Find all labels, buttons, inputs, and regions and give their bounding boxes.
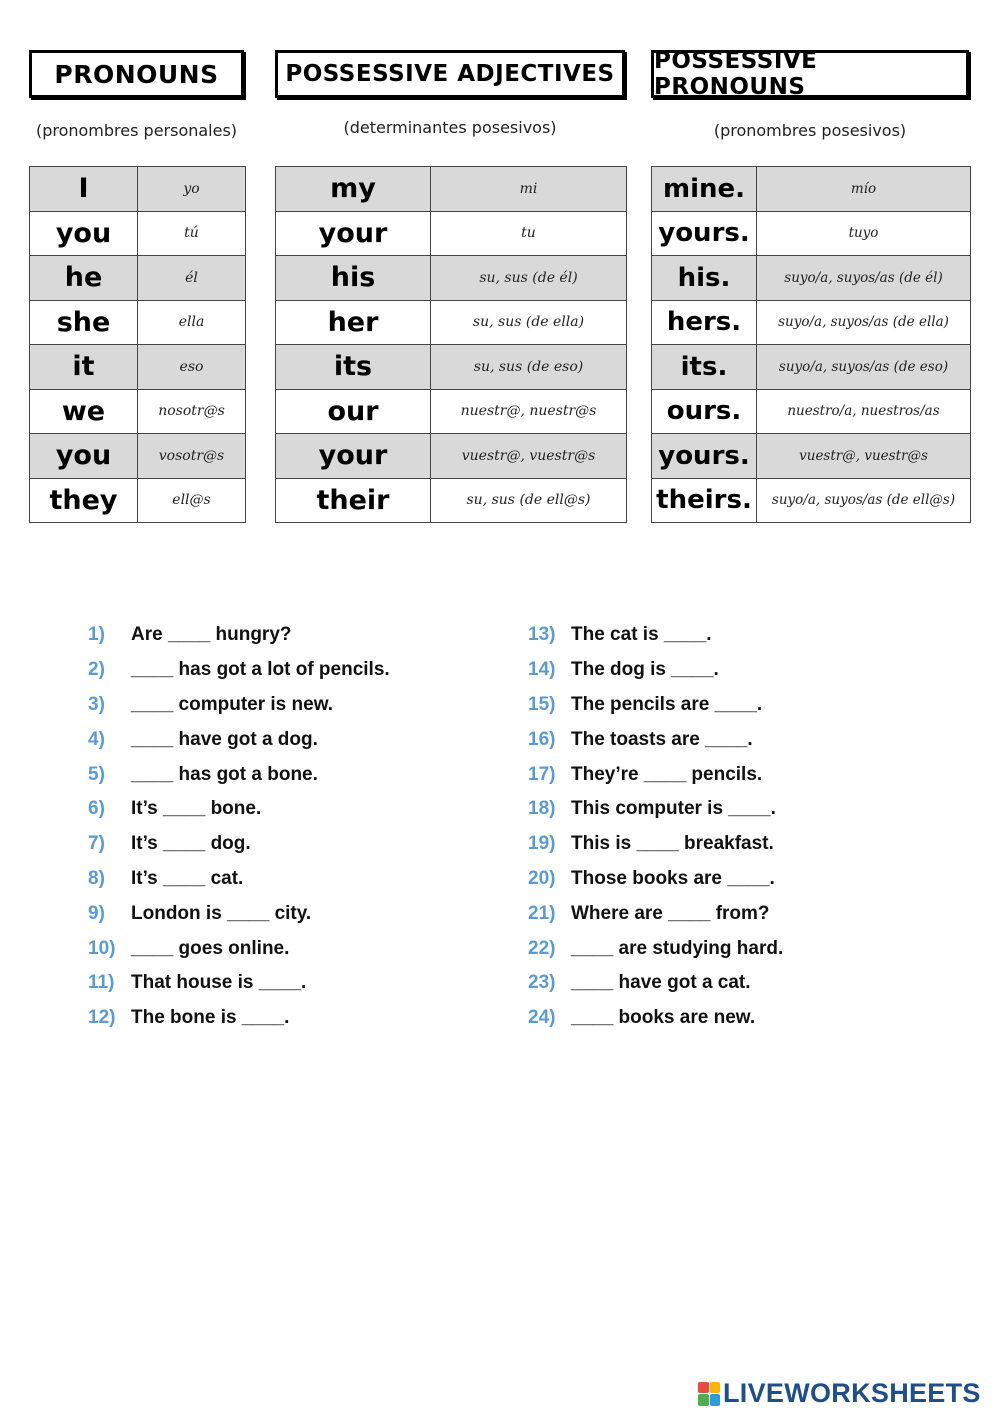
exercise-item <box>88 931 390 966</box>
exercise-number: 13) <box>528 624 556 646</box>
table-row <box>30 167 246 212</box>
possessive-adjectives-title: POSSESSIVE ADJECTIVES <box>275 50 625 98</box>
table-row <box>276 345 627 390</box>
exercise-sentence: The cat is ____. <box>571 624 712 646</box>
exercise-number: 22) <box>528 937 556 959</box>
word-cell: his. <box>652 256 757 301</box>
table-row <box>652 256 971 301</box>
table-row <box>276 434 627 479</box>
word-cell: her <box>276 300 431 345</box>
word-cell: I <box>30 167 138 212</box>
pronouns-title: PRONOUNS <box>29 50 244 98</box>
translation-cell: tu <box>431 211 627 256</box>
exercise-number: 6) <box>88 798 105 820</box>
exercise-number: 2) <box>88 659 105 681</box>
exercise-item <box>528 688 783 723</box>
exercise-item <box>88 653 390 688</box>
possessive-pronouns-table <box>651 166 971 523</box>
exercise-item <box>528 722 783 757</box>
word-cell: they <box>30 478 138 523</box>
word-cell: your <box>276 434 431 479</box>
exercise-sentence: ____ computer is new. <box>131 693 334 715</box>
translation-cell: su, sus (de ell@s) <box>431 478 627 523</box>
table-row <box>276 478 627 523</box>
word-cell: yours. <box>652 211 757 256</box>
exercise-number: 7) <box>88 833 105 855</box>
translation-cell: suyo/a, suyos/as (de ella) <box>757 300 971 345</box>
exercise-sentence: ____ have got a dog. <box>131 728 318 750</box>
exercise-sentence: They’re ____ pencils. <box>571 763 763 785</box>
word-cell: their <box>276 478 431 523</box>
exercise-sentence: London is ____ city. <box>131 902 312 924</box>
liveworksheets-logo <box>698 1378 981 1409</box>
translation-cell: eso <box>138 345 246 390</box>
translation-cell: tuyo <box>757 211 971 256</box>
logo-square-red <box>698 1382 709 1394</box>
table-row <box>652 389 971 434</box>
table-row <box>652 167 971 212</box>
exercise-number: 10) <box>88 937 116 959</box>
word-cell: ours. <box>652 389 757 434</box>
exercise-sentence: The bone is ____. <box>131 1007 290 1029</box>
exercise-number: 15) <box>528 693 556 715</box>
word-cell: mine. <box>652 167 757 212</box>
logo-square-blue <box>710 1394 721 1406</box>
exercise-number: 5) <box>88 763 105 785</box>
exercise-number: 23) <box>528 972 556 994</box>
exercise-number: 21) <box>528 902 556 924</box>
exercise-item <box>528 862 783 897</box>
exercise-sentence: ____ have got a cat. <box>571 972 751 994</box>
exercise-number: 4) <box>88 728 105 750</box>
exercise-sentence: ____ books are new. <box>571 1007 756 1029</box>
translation-cell: suyo/a, suyos/as (de eso) <box>757 345 971 390</box>
possessive-pronouns-title: POSSESSIVE PRONOUNS <box>651 50 969 98</box>
word-cell: yours. <box>652 434 757 479</box>
exercise-item <box>88 862 390 897</box>
table-row <box>652 478 971 523</box>
exercise-item <box>88 722 390 757</box>
word-cell: we <box>30 389 138 434</box>
exercise-list-right <box>528 618 783 1036</box>
translation-cell: tú <box>138 211 246 256</box>
table-row <box>30 478 246 523</box>
exercise-sentence: ____ are studying hard. <box>571 937 784 959</box>
pronouns-table <box>29 166 246 523</box>
exercise-item <box>88 966 390 1001</box>
possessive-pronouns-subtitle: (pronombres posesivos) <box>713 121 907 140</box>
possessive-adjectives-table <box>275 166 627 523</box>
exercise-number: 18) <box>528 798 556 820</box>
word-cell: you <box>30 211 138 256</box>
word-cell: theirs. <box>652 478 757 523</box>
word-cell: my <box>276 167 431 212</box>
translation-cell: ell@s <box>138 478 246 523</box>
word-cell: our <box>276 389 431 434</box>
word-cell: your <box>276 211 431 256</box>
exercise-number: 19) <box>528 833 556 855</box>
pronouns-subtitle: (pronombres personales) <box>35 121 238 140</box>
exercise-number: 14) <box>528 659 556 681</box>
exercise-item <box>528 757 783 792</box>
exercise-item <box>88 757 390 792</box>
exercise-item <box>528 931 783 966</box>
translation-cell: su, sus (de eso) <box>431 345 627 390</box>
table-row <box>276 211 627 256</box>
exercise-sentence: Where are ____ from? <box>571 902 770 924</box>
exercise-number: 16) <box>528 728 556 750</box>
translation-cell: su, sus (de ella) <box>431 300 627 345</box>
table-row <box>276 300 627 345</box>
translation-cell: suyo/a, suyos/as (de ell@s) <box>757 478 971 523</box>
table-row <box>276 256 627 301</box>
liveworksheets-logo-icon <box>698 1382 720 1406</box>
word-cell: his <box>276 256 431 301</box>
exercise-number: 1) <box>88 624 105 646</box>
translation-cell: vosotr@s <box>138 434 246 479</box>
table-row <box>30 434 246 479</box>
exercise-item <box>88 618 390 653</box>
exercise-sentence: ____ has got a lot of pencils. <box>131 659 390 681</box>
exercise-number: 24) <box>528 1007 556 1029</box>
logo-square-yellow <box>710 1382 721 1394</box>
table-row <box>652 211 971 256</box>
table-row <box>276 389 627 434</box>
exercise-sentence: It’s ____ bone. <box>131 798 262 820</box>
translation-cell: él <box>138 256 246 301</box>
translation-cell: mi <box>431 167 627 212</box>
exercise-number: 20) <box>528 867 556 889</box>
exercise-sentence: The pencils are ____. <box>571 693 763 715</box>
translation-cell: nosotr@s <box>138 389 246 434</box>
translation-cell: nuestr@, nuestr@s <box>431 389 627 434</box>
exercise-number: 8) <box>88 867 105 889</box>
exercise-item <box>88 827 390 862</box>
table-row <box>652 345 971 390</box>
liveworksheets-brand: LIVEWORKSHEETS <box>723 1378 981 1408</box>
word-cell: she <box>30 300 138 345</box>
table-row <box>30 300 246 345</box>
exercise-item <box>528 827 783 862</box>
exercise-sentence: ____ goes online. <box>131 937 290 959</box>
exercise-number: 11) <box>88 972 115 994</box>
exercise-item <box>88 896 390 931</box>
word-cell: you <box>30 434 138 479</box>
table-row <box>30 389 246 434</box>
translation-cell: yo <box>138 167 246 212</box>
word-cell: it <box>30 345 138 390</box>
exercise-sentence: It’s ____ cat. <box>131 867 244 889</box>
exercise-item <box>88 1001 390 1036</box>
exercise-item <box>528 1001 783 1036</box>
exercise-item <box>528 618 783 653</box>
word-cell: hers. <box>652 300 757 345</box>
word-cell: its <box>276 345 431 390</box>
exercise-sentence: The dog is ____. <box>571 659 719 681</box>
exercise-sentence: It’s ____ dog. <box>131 833 251 855</box>
exercise-sentence: ____ has got a bone. <box>131 763 318 785</box>
exercise-number: 17) <box>528 763 556 785</box>
exercise-list-left <box>88 618 390 1036</box>
exercise-item <box>88 688 390 723</box>
word-cell: its. <box>652 345 757 390</box>
exercise-number: 3) <box>88 693 105 715</box>
translation-cell: ella <box>138 300 246 345</box>
logo-square-green <box>698 1394 709 1406</box>
exercise-sentence: That house is ____. <box>131 972 307 994</box>
possessive-adjectives-subtitle: (determinantes posesivos) <box>343 118 557 137</box>
table-row <box>30 211 246 256</box>
exercise-sentence: This is ____ breakfast. <box>571 833 774 855</box>
exercise-item <box>528 896 783 931</box>
exercise-sentence: Those books are ____. <box>571 867 775 889</box>
exercise-number: 12) <box>88 1007 116 1029</box>
exercise-sentence: The toasts are ____. <box>571 728 753 750</box>
exercise-item <box>528 653 783 688</box>
table-row <box>652 434 971 479</box>
table-row <box>652 300 971 345</box>
translation-cell: vuestr@, vuestr@s <box>757 434 971 479</box>
translation-cell: nuestro/a, nuestros/as <box>757 389 971 434</box>
translation-cell: mío <box>757 167 971 212</box>
exercise-item <box>528 966 783 1001</box>
table-row <box>276 167 627 212</box>
exercise-item <box>528 792 783 827</box>
translation-cell: su, sus (de él) <box>431 256 627 301</box>
table-row <box>30 345 246 390</box>
translation-cell: vuestr@, vuestr@s <box>431 434 627 479</box>
exercise-item <box>88 792 390 827</box>
table-row <box>30 256 246 301</box>
translation-cell: suyo/a, suyos/as (de él) <box>757 256 971 301</box>
exercise-number: 9) <box>88 902 105 924</box>
word-cell: he <box>30 256 138 301</box>
exercise-sentence: Are ____ hungry? <box>131 624 292 646</box>
exercise-sentence: This computer is ____. <box>571 798 776 820</box>
